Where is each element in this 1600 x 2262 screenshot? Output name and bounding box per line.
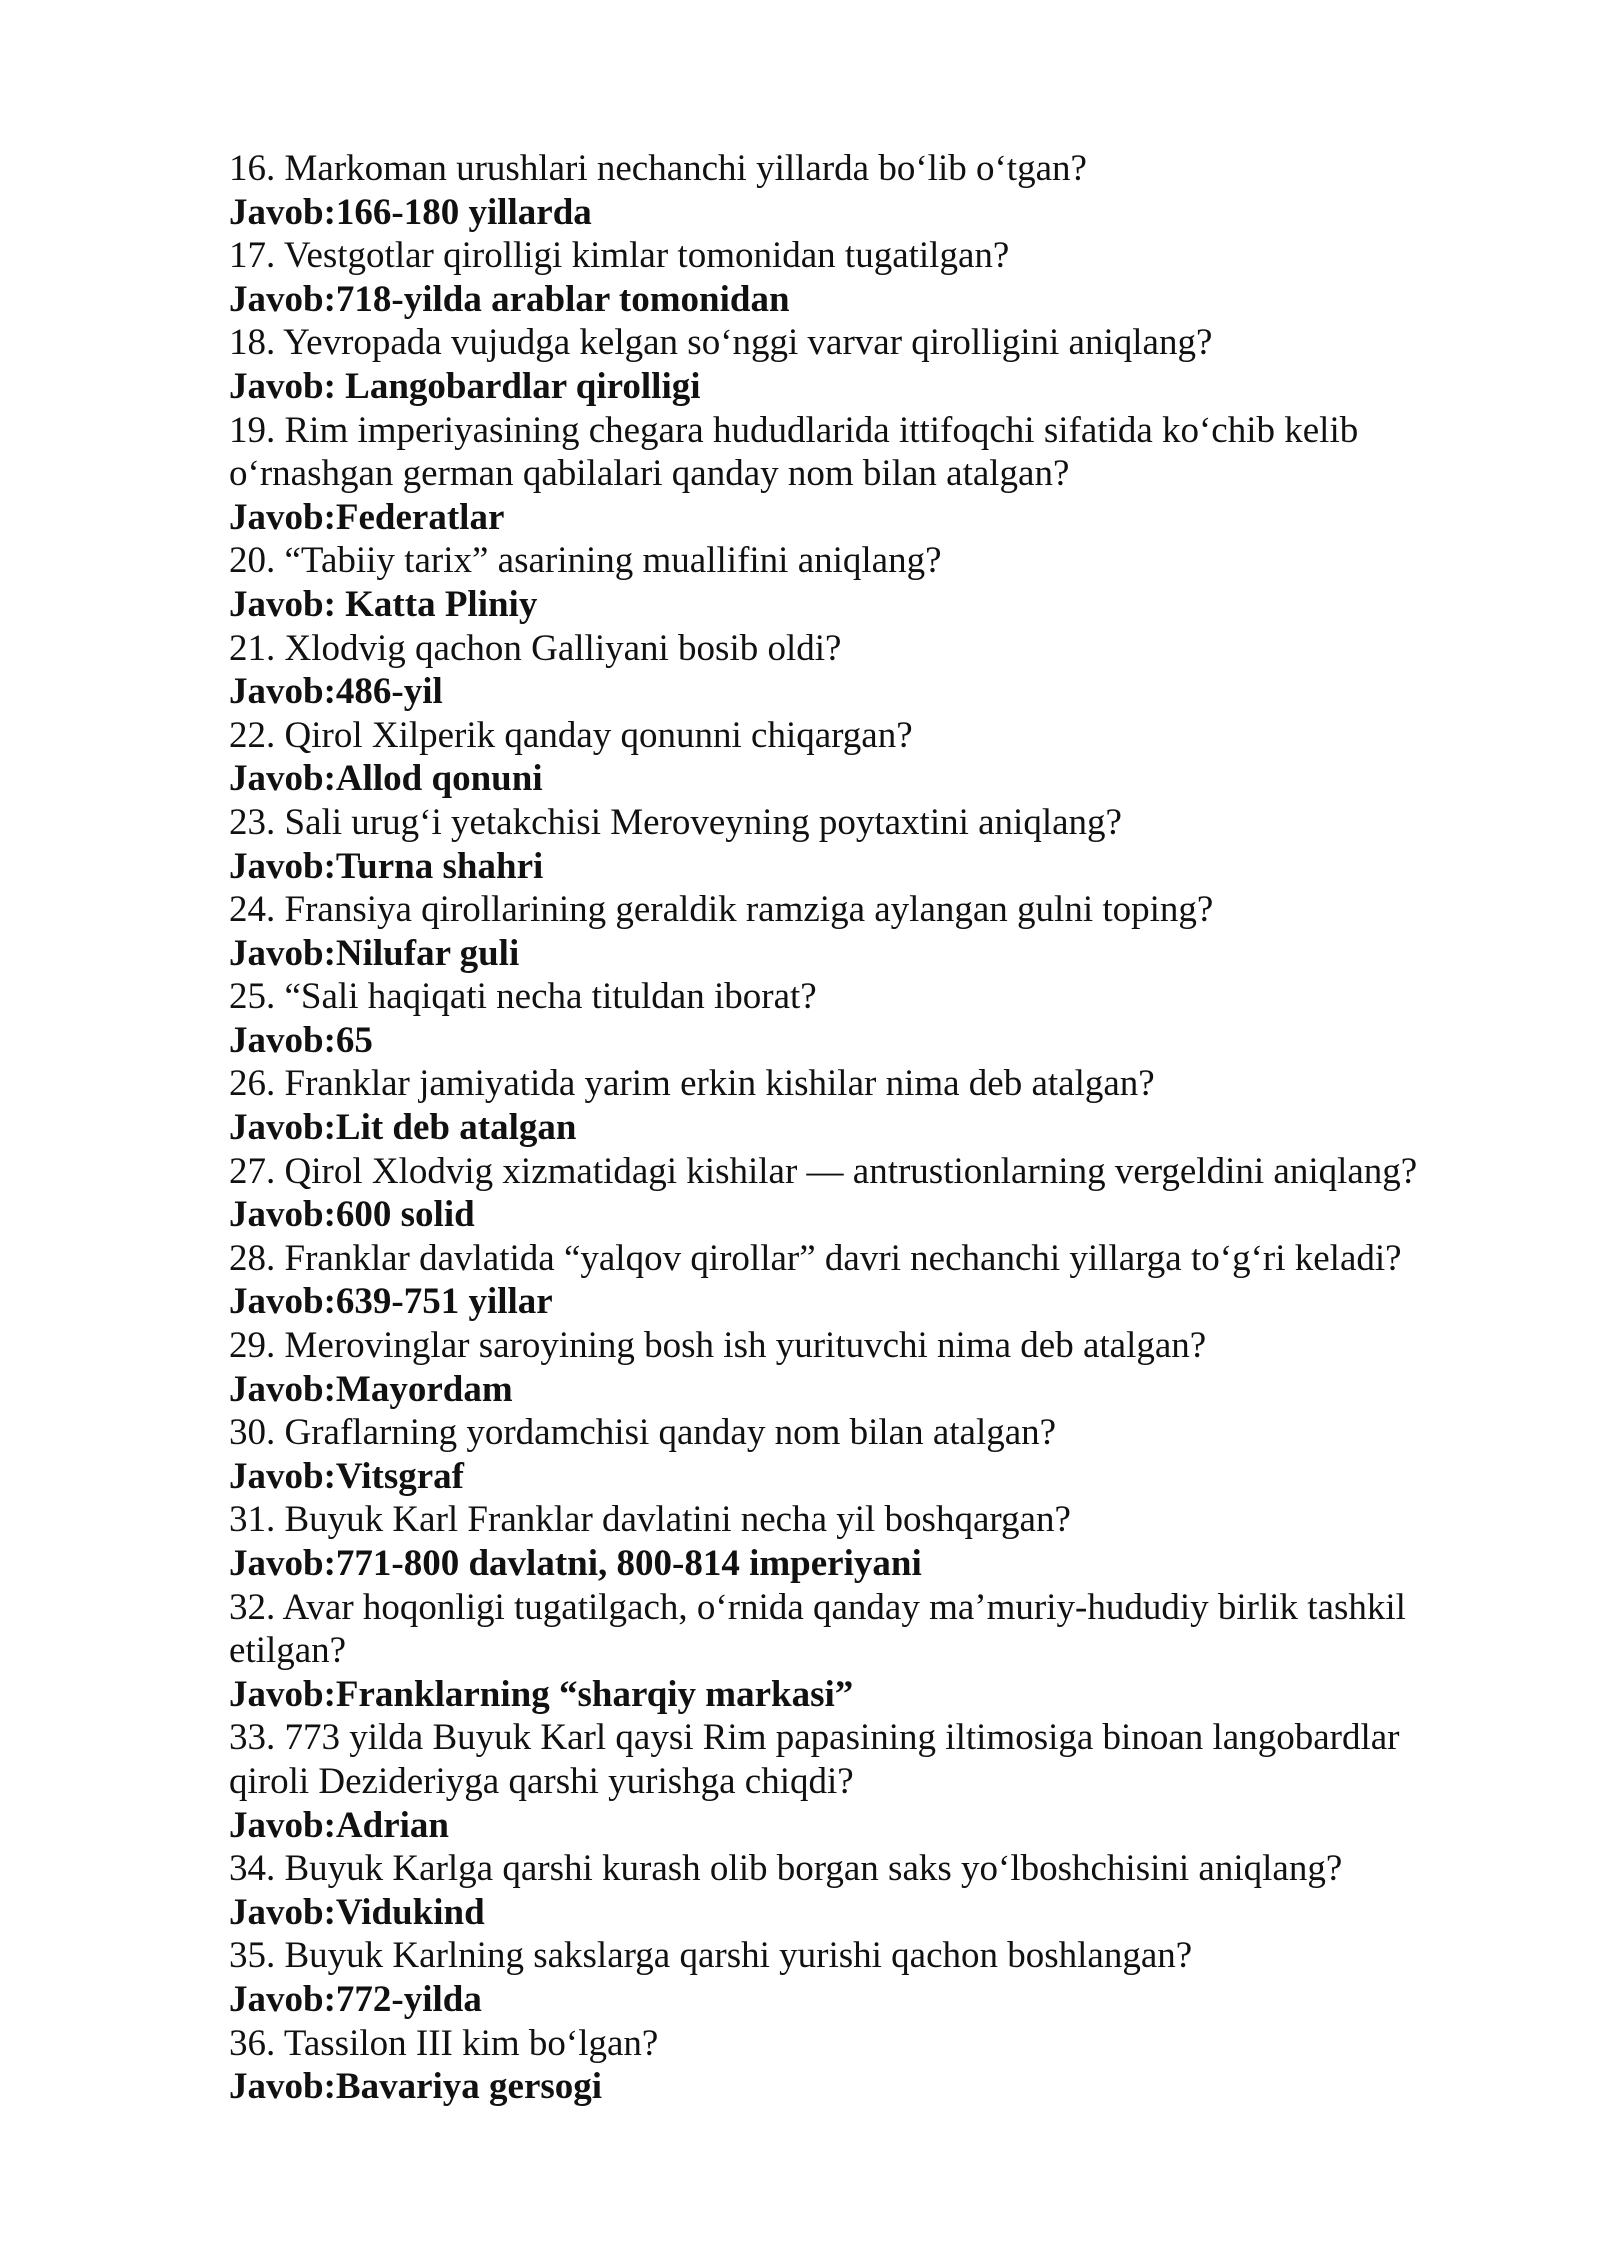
question-item [229, 801, 1519, 888]
question-text: 28. Franklar davlatida “yalqov qirollar” davri nechanchi yillarga to‘g‘ri keladi? [229, 1237, 1402, 1279]
answer-text: Javob: Langobardlar qirolligi [229, 365, 701, 407]
question-text: 30. Graflarning yordamchisi qanday nom bilan atalgan? [229, 1412, 1057, 1454]
answer-text: Javob:Franklarning “sharqiy markasi” [229, 1673, 854, 1715]
question-text: 24. Fransiya qirollarining geraldik ramziga aylangan gulni toping? [229, 889, 1214, 931]
question-text: 32. Avar hoqonligi tugatilgach, o‘rnida qanday ma’muriy-hududiy birlik tashkil [229, 1586, 1406, 1628]
question-text: 34. Buyuk Karlga qarshi kurash olib borgan saks yo‘lboshchisini aniqlang? [229, 1848, 1343, 1890]
answer-text: Javob:65 [229, 1019, 373, 1061]
answer-text: Javob:771-800 davlatni, 800-814 imperiyani [229, 1543, 922, 1584]
answer-text: Javob:639-751 yillar [229, 1281, 553, 1323]
question-text: 31. Buyuk Karl Franklar davlatini necha yil boshqargan? [229, 1499, 1071, 1541]
question-text: 25. “Sali haqiqati necha tituldan iborat? [229, 976, 817, 1018]
question-text: 36. Tassilon III kim bo‘lgan? [229, 2022, 659, 2064]
answer-text: Javob:Bavariya gersogi [229, 2066, 603, 2108]
question-item [229, 1062, 1519, 1149]
question-item [229, 1324, 1519, 1411]
answer-text: Javob:772-yilda [229, 1978, 482, 2020]
question-text: 33. 773 yilda Buyuk Karl qaysi Rim papasining iltimosiga binoan langobardlar [229, 1717, 1400, 1759]
question-text: 18. Yevropada vujudga kelgan so‘nggi varvar qirolligini aniqlang? [229, 322, 1213, 364]
question-text: o‘rnashgan german qabilalari qanday nom bilan atalgan? [229, 453, 1070, 495]
question-item [229, 1150, 1519, 1237]
question-item [229, 147, 1519, 234]
question-item [229, 234, 1519, 321]
answer-text: Javob:166-180 yillarda [229, 191, 592, 233]
question-text: 17. Vestgotlar qirolligi kimlar tomonidan tugatilgan? [229, 235, 1010, 277]
question-text: etilgan? [229, 1630, 347, 1672]
answer-text: Javob:600 solid [229, 1194, 475, 1236]
answer-text: Javob:Mayordam [229, 1368, 513, 1410]
question-item [229, 409, 1519, 540]
question-text: 21. Xlodvig qachon Galliyani bosib oldi? [229, 627, 842, 669]
answer-text: Javob:Adrian [229, 1804, 449, 1846]
question-text: 23. Sali urug‘i yetakchisi Meroveyning poytaxtini aniqlang? [229, 801, 1122, 843]
answer-text: Javob:Vitsgraf [229, 1455, 464, 1497]
question-item [229, 627, 1519, 714]
question-item [229, 1498, 1519, 1585]
question-text: 29. Merovinglar saroyining bosh ish yurituvchi nima deb atalgan? [229, 1325, 1207, 1367]
question-item [229, 888, 1519, 975]
question-item [229, 1586, 1519, 1717]
question-text: 19. Rim imperiyasining chegara hududlarida ittifoqchi sifatida ko‘chib kelib [229, 409, 1359, 451]
question-list [229, 147, 1519, 2109]
question-text: 16. Markoman urushlari nechanchi yillarda bo‘lib o‘tgan? [229, 148, 1087, 189]
question-item [229, 1237, 1519, 1324]
answer-text: Javob:Turna shahri [229, 845, 544, 887]
question-item [229, 1847, 1519, 1934]
answer-text: Javob:486-yil [229, 671, 443, 713]
question-item [229, 1716, 1519, 1847]
question-item [229, 714, 1519, 801]
question-item [229, 321, 1519, 408]
answer-text: Javob:Allod qonuni [229, 758, 543, 800]
question-text: 26. Franklar jamiyatida yarim erkin kishilar nima deb atalgan? [229, 1063, 1155, 1105]
question-item [229, 1934, 1519, 2021]
answer-text: Javob: Katta Pliniy [229, 583, 538, 625]
question-item [229, 539, 1519, 626]
answer-text: Javob:Nilufar guli [229, 932, 520, 974]
answer-text: Javob:Vidukind [229, 1891, 485, 1933]
question-text: 22. Qirol Xilperik qanday qonunni chiqargan? [229, 714, 913, 756]
question-item [229, 1411, 1519, 1498]
answer-text: Javob:Lit deb atalgan [229, 1107, 577, 1149]
question-text: 20. “Tabiiy tarix” asarining muallifini aniqlang? [229, 540, 942, 582]
question-text: qiroli Dezideriyga qarshi yurishga chiqdi? [229, 1760, 854, 1802]
quiz-page [229, 147, 1519, 2109]
question-item [229, 975, 1519, 1062]
answer-text: Javob:718-yilda arablar tomonidan [229, 278, 790, 320]
question-item [229, 2022, 1519, 2109]
question-text: 35. Buyuk Karlning sakslarga qarshi yurishi qachon boshlangan? [229, 1935, 1193, 1977]
answer-text: Javob:Federatlar [229, 496, 505, 538]
question-text: 27. Qirol Xlodvig xizmatidagi kishilar — antrustionlarning vergeldini aniqlang? [229, 1150, 1418, 1192]
